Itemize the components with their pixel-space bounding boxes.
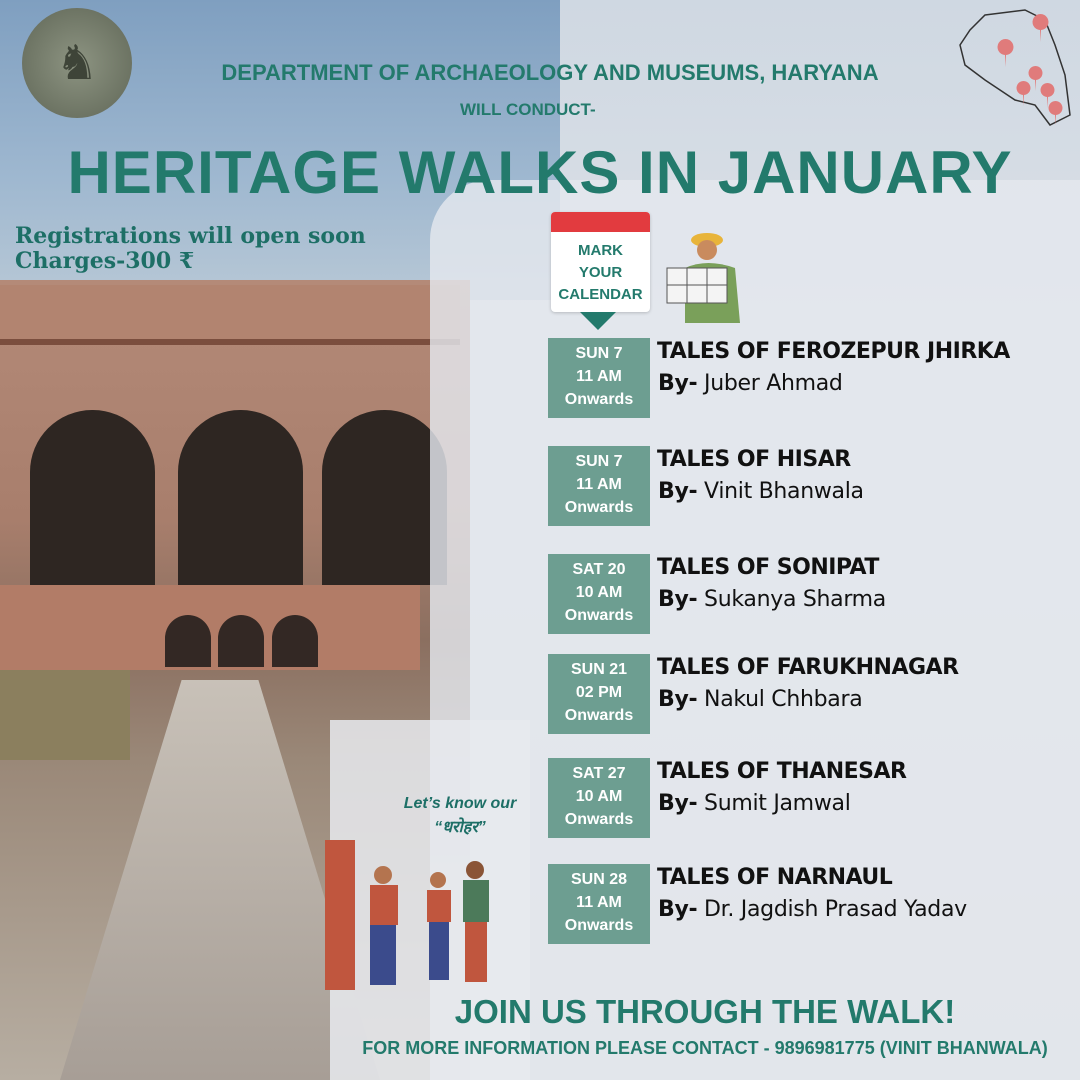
poster-title: HERITAGE WALKS IN JANUARY [67,139,1013,206]
event-time: 10 AM [575,788,623,805]
by-label: By- [658,791,698,816]
monument-arch [178,410,303,585]
by-label: By- [658,897,698,922]
guide-name: Nakul Chhbara [704,687,863,712]
event-onwards: Onwards [564,811,634,828]
event-title: TALES OF NARNAUL [657,865,893,890]
event-guide [658,371,843,396]
event-day: SAT 27 [572,765,626,782]
event-guide [658,687,862,712]
guide-name: Sumit Jamwal [704,791,851,816]
event-guide [658,897,967,922]
calendar-text: CALENDAR [558,286,643,303]
charges: Charges-300 ₹ [15,248,195,274]
tagline [380,792,540,840]
event-time: 11 AM [576,476,622,493]
event-guide [658,479,864,504]
monument-small-arch [272,615,318,667]
event-onwards: Onwards [564,391,634,408]
event-day: SUN 7 [575,453,623,470]
grass [0,670,130,760]
event-day: SUN 21 [570,661,628,678]
people-illustration-icon [325,835,500,990]
event-time: 11 AM [576,368,622,385]
monument-arch [30,410,155,585]
monument-small-arch [165,615,211,667]
calendar-icon [551,212,650,232]
tagline-line: Let’s know our [403,795,517,812]
seal-logo-icon: ♞ [22,8,132,118]
registration-note: Registrations will open soon [15,223,366,249]
event-guide [658,587,886,612]
arrow-down-icon [580,312,616,330]
event-date-box [548,554,650,634]
calendar-text: MARK [578,242,623,259]
event-date-box [548,338,650,418]
guide-name: Juber Ahmad [704,371,843,396]
guide-name: Sukanya Sharma [704,587,886,612]
guide-name: Dr. Jagdish Prasad Yadav [704,897,967,922]
guide-name: Vinit Bhanwala [704,479,864,504]
by-label: By- [658,371,698,396]
event-time: 11 AM [576,894,622,911]
event-date-box [548,758,650,838]
mark-calendar-badge [551,212,650,312]
by-label: By- [658,587,698,612]
event-onwards: Onwards [564,499,634,516]
event-day: SUN 28 [570,871,628,888]
monument-small-arch [218,615,264,667]
by-label: By- [658,479,698,504]
event-guide [658,791,851,816]
event-title: TALES OF FEROZEPUR JHIRKA [657,339,1010,364]
department-name: DEPARTMENT OF ARCHAEOLOGY AND MUSEUMS, HARYANA [221,60,879,85]
event-date-box [548,864,650,944]
event-date-box [548,446,650,526]
tourist-with-map-icon [665,228,755,323]
event-onwards: Onwards [564,607,634,624]
event-title: TALES OF THANESAR [657,759,907,784]
by-label: By- [658,687,698,712]
contact-info: FOR MORE INFORMATION PLEASE CONTACT - 9896981775 (VINIT BHANWALA) [362,1038,1048,1058]
join-us-heading: JOIN US THROUGH THE WALK! [454,993,956,1030]
event-date-box [548,654,650,734]
monument-arch [322,410,447,585]
event-title: TALES OF HISAR [657,447,851,472]
event-time: 10 AM [575,584,623,601]
event-title: TALES OF FARUKHNAGAR [657,655,959,680]
event-day: SUN 7 [575,345,623,362]
will-conduct-text: WILL CONDUCT- [460,100,596,119]
event-title: TALES OF SONIPAT [657,555,879,580]
event-onwards: Onwards [564,707,634,724]
event-onwards: Onwards [564,917,634,934]
event-day: SAT 20 [572,561,626,578]
monument-roof [0,285,460,345]
calendar-text: YOUR [578,264,623,281]
tagline-heritage: “धरोहर” [434,819,486,836]
event-time: 02 PM [575,684,623,701]
registration-info [15,224,366,274]
